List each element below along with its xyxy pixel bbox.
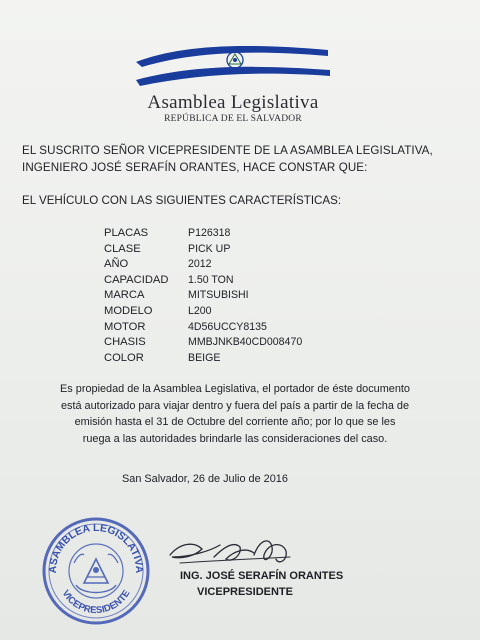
org-name: Asamblea Legislativa xyxy=(147,92,319,113)
spec-label: CAPACIDAD xyxy=(104,273,169,286)
seal-bottom-text: VICEPRESIDENTE xyxy=(59,588,133,617)
body-line: ruega a las autoridades brindarle las consideraciones del caso. xyxy=(82,432,388,445)
intro-paragraph xyxy=(22,142,442,176)
spec-label: MODELO xyxy=(104,304,153,317)
body-line: emisión hasta el 31 de Octubre del corriente año; por lo que se les xyxy=(74,416,396,428)
body-line: está autorizado para viajar dentro y fuera del país a partir de la fecha de xyxy=(60,399,410,412)
spec-value: L200 xyxy=(188,304,212,317)
spec-row-marca xyxy=(104,288,302,304)
spec-row-clase xyxy=(104,242,302,258)
authorization-paragraph xyxy=(30,381,440,447)
body-line: Es propiedad de la Asamblea Legislativa, el portador de éste documento xyxy=(60,383,410,395)
spec-value: MITSUBISHI xyxy=(188,289,249,302)
assembly-logo xyxy=(108,40,358,124)
spec-row-ano xyxy=(104,257,302,273)
spec-row-capacidad xyxy=(104,273,302,289)
seal-emblem-icon xyxy=(74,554,118,592)
vehicle-spec-table xyxy=(104,226,302,366)
spec-value: PICK UP xyxy=(188,242,231,255)
signer-block xyxy=(180,569,344,600)
spec-label: COLOR xyxy=(104,351,144,364)
spec-label: MOTOR xyxy=(104,320,146,333)
spec-row-chasis xyxy=(104,335,302,351)
spec-row-color xyxy=(104,351,302,367)
spec-label: PLACAS xyxy=(104,227,149,239)
issue-date-line: San Salvador, 26 de Julio de 2016 xyxy=(122,473,288,485)
spec-value: 2012 xyxy=(188,258,212,271)
signer-name: ING. JOSÉ SERAFÍN ORANTES xyxy=(180,570,344,582)
spec-value: 1.50 TON xyxy=(188,273,234,286)
seal-top-text: ASAMBLEA LEGISLATIVA xyxy=(46,521,146,574)
spec-label: MARCA xyxy=(104,289,145,302)
org-subtitle: REPÚBLICA DE EL SALVADOR xyxy=(164,114,302,124)
spec-row-motor xyxy=(104,320,302,336)
svg-text:ASAMBLEA LEGISLATIVA xyxy=(47,522,145,574)
intro-line: EL SUSCRITO SEÑOR VICEPRESIDENTE DE LA ASAMBLEA LEGISLATIVA, xyxy=(22,144,433,157)
spec-row-modelo xyxy=(104,304,302,320)
coat-of-arms-flag-icon xyxy=(128,40,338,90)
spec-label: CLASE xyxy=(104,242,141,255)
spec-value: MMBJNKB40CD008470 xyxy=(188,336,303,349)
spec-label: AÑO xyxy=(104,258,129,271)
spec-row-placas xyxy=(104,226,302,242)
intro-line: INGENIERO JOSÉ SERAFÍN ORANTES, HACE CONSTAR QUE: xyxy=(22,161,368,174)
spec-value: P126318 xyxy=(188,227,231,239)
spec-value: 4D56UCCY8135 xyxy=(188,320,267,333)
vehicle-heading: EL VEHÍCULO CON LAS SIGUIENTES CARACTERÍSTICAS: xyxy=(22,194,342,207)
handwritten-signature xyxy=(150,533,310,573)
spec-value: BEIGE xyxy=(188,351,221,364)
spec-label: CHASIS xyxy=(104,336,146,349)
signer-title: VICEPRESIDENTE xyxy=(197,585,293,598)
official-seal-stamp xyxy=(40,515,152,627)
